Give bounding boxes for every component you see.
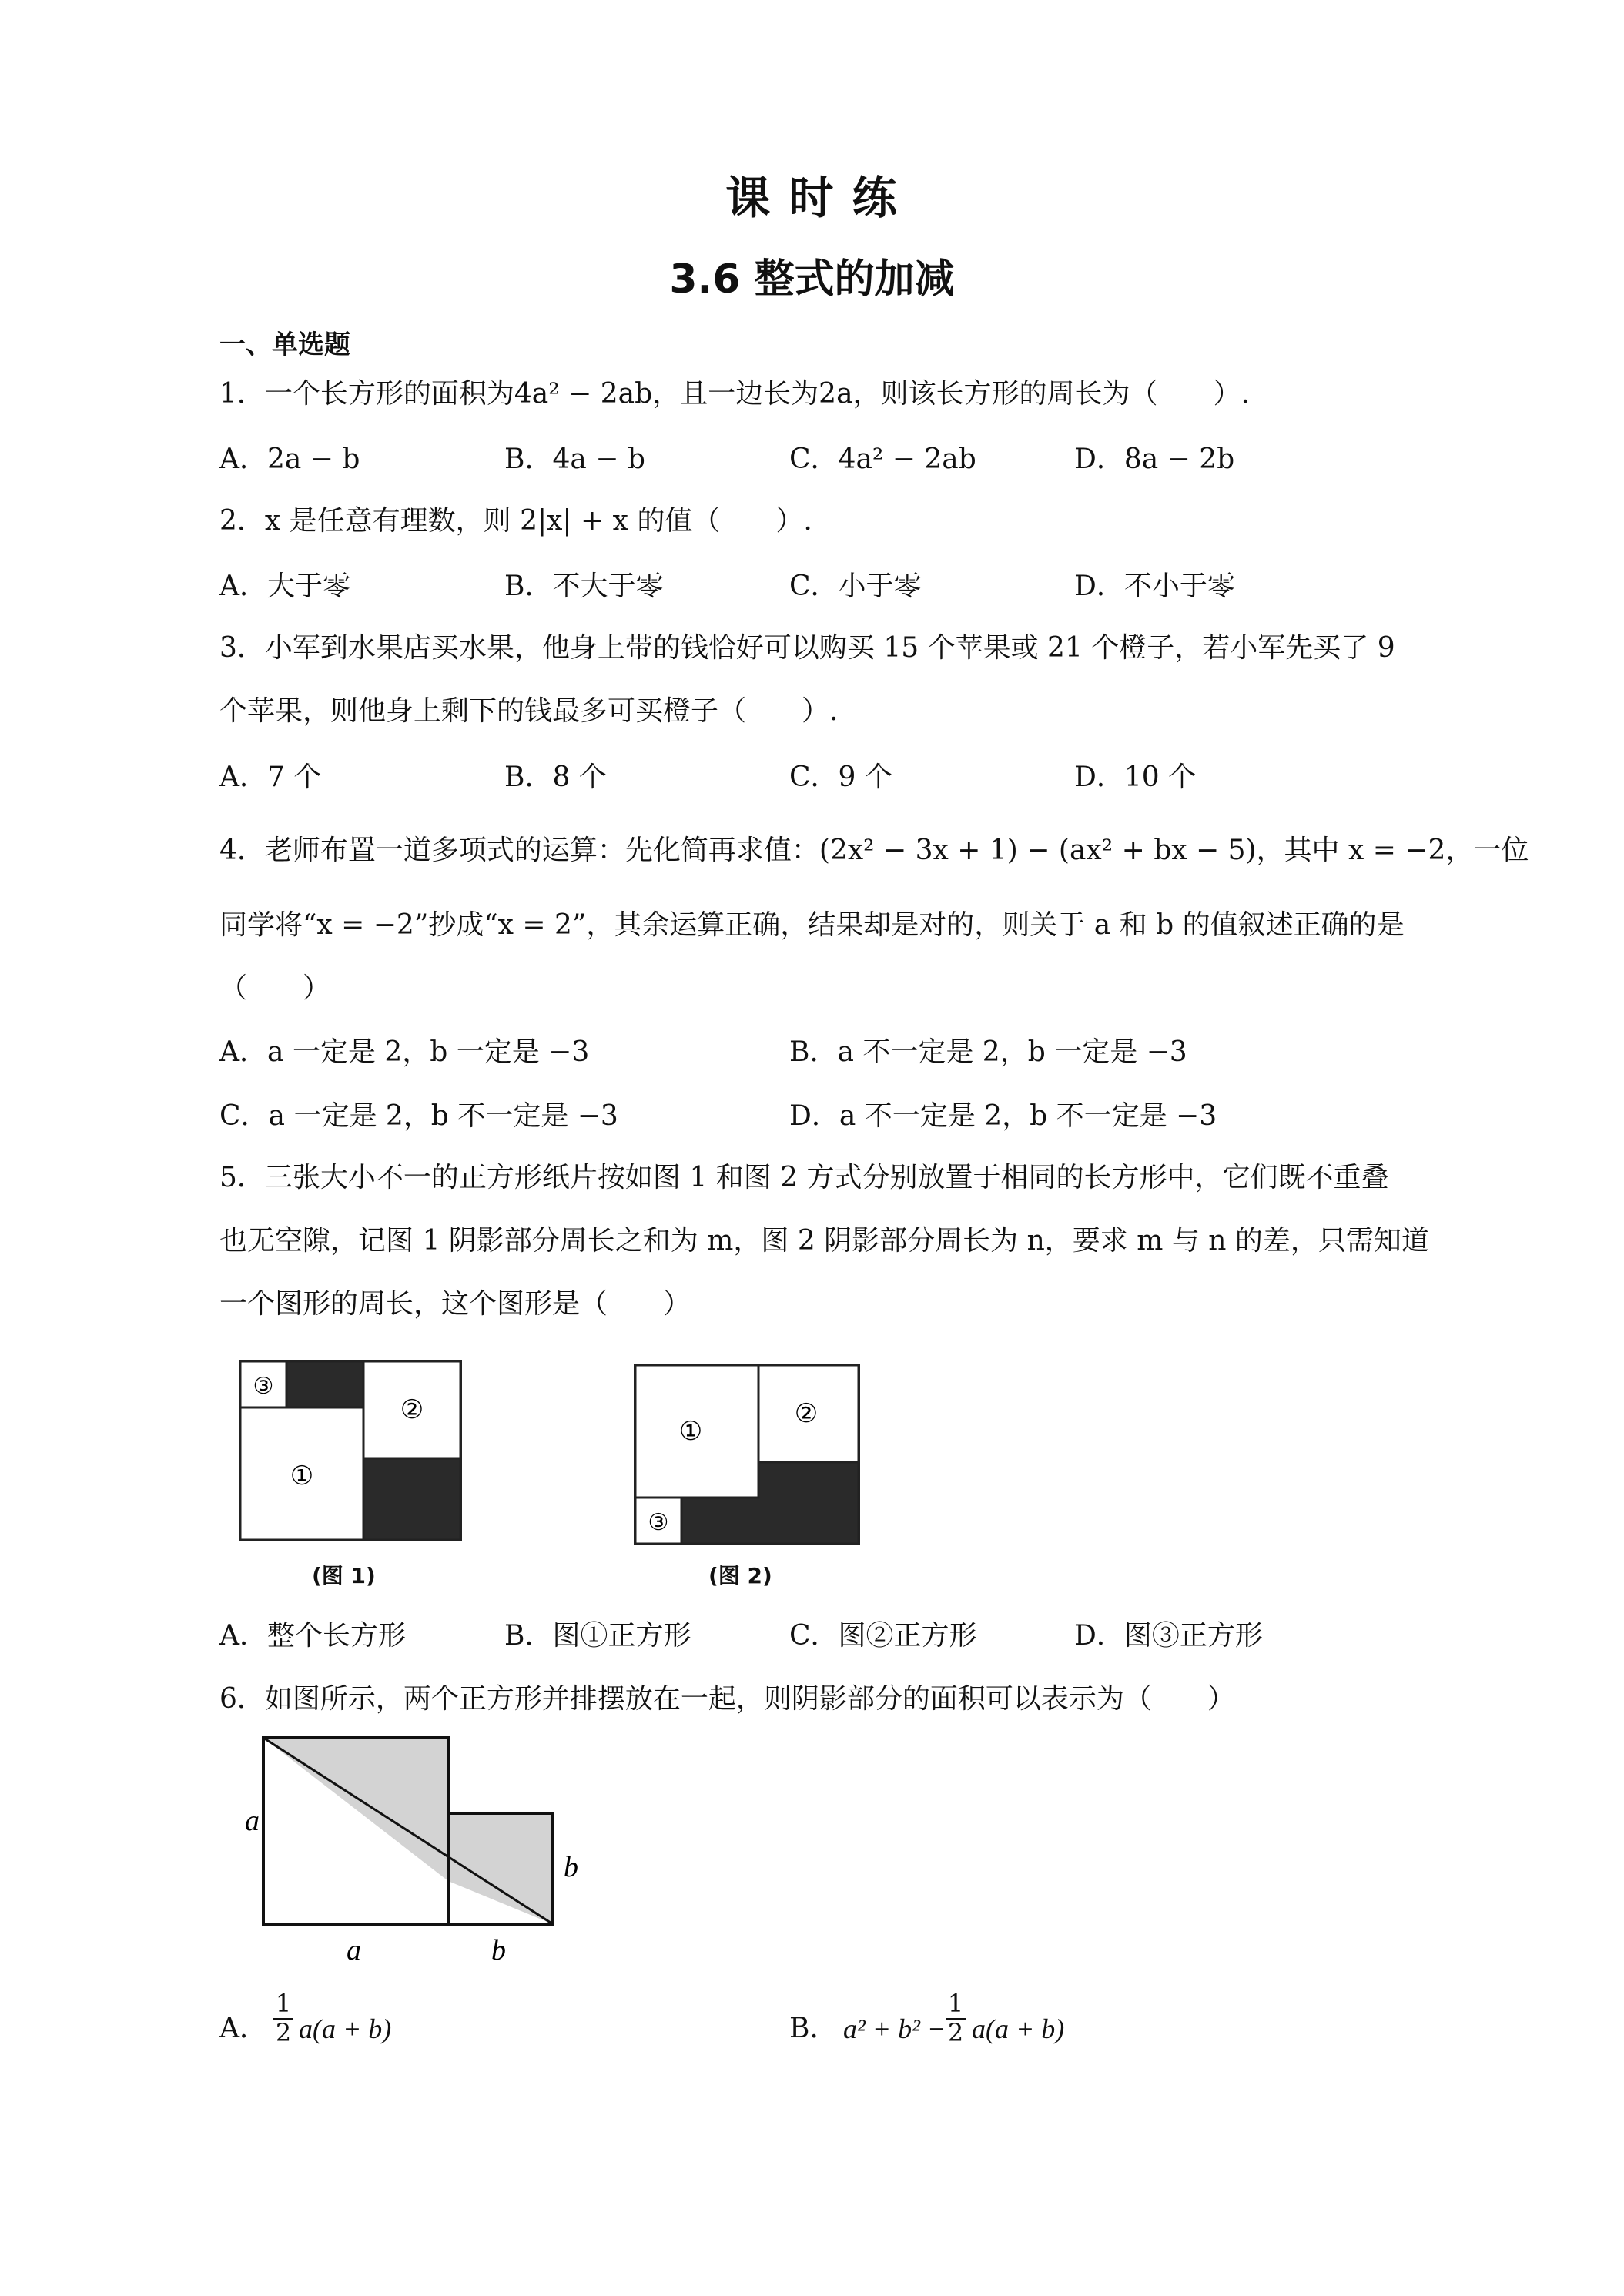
q3-option-c[interactable]: C．9 个	[789, 761, 892, 793]
q5-option-a[interactable]: A．整个长方形	[219, 1620, 406, 1652]
q2-option-a[interactable]: A．大于零	[219, 571, 350, 602]
fig1-label-2: ②	[400, 1396, 424, 1424]
q1-option-d[interactable]: D．8a − 2b	[1074, 443, 1235, 475]
q6-shade-top	[263, 1738, 448, 1881]
fig1-caption: (图 1)	[312, 1563, 376, 1588]
question-1-text: 1．一个长方形的面积为4a² − 2ab，且一边长为2a，则该长方形的周长为（ ）.	[219, 378, 1250, 410]
q2-option-d[interactable]: D．不小于零	[1074, 571, 1235, 602]
figure-1	[231, 1355, 477, 1586]
q6-label-b-bottom: b	[491, 1934, 506, 1966]
q4-option-b[interactable]: B．a 不一定是 2，b 一定是 −3	[789, 1036, 1187, 1068]
q1-option-c[interactable]: C．4a² − 2ab	[789, 443, 976, 475]
q4-option-d[interactable]: D．a 不一定是 2，b 不一定是 −3	[789, 1100, 1217, 1132]
fig1-label-1: ①	[290, 1462, 314, 1491]
fig1-label-3: ③	[253, 1374, 274, 1399]
question-2-text: 2．x 是任意有理数，则 2|x| + x 的值（ ）.	[219, 505, 812, 537]
q6-label-a-left: a	[245, 1805, 260, 1837]
q5-option-c[interactable]: C．图②正方形	[789, 1620, 977, 1652]
fig1-shade-top	[286, 1361, 363, 1407]
q6-option-b-head: a² + b² −	[843, 2013, 946, 2044]
q5-option-d[interactable]: D．图③正方形	[1074, 1620, 1263, 1652]
fig2-label-3: ③	[648, 1510, 669, 1535]
q6-option-b-frac-num: 1	[947, 1989, 964, 2018]
q6-option-a-prefix: A．	[219, 2013, 267, 2044]
q6-option-a-tail: a(a + b)	[299, 2013, 392, 2044]
fig2-label-1: ①	[678, 1417, 703, 1446]
section-heading: 一、单选题	[219, 330, 350, 360]
q6-option-a[interactable]	[219, 2012, 267, 2046]
q5-option-b[interactable]: B．图①正方形	[504, 1620, 691, 1652]
q2-option-c[interactable]: C．小于零	[789, 571, 922, 602]
q6-option-b-fraction	[946, 1990, 966, 2046]
question-6-text: 6．如图所示，两个正方形并排摆放在一起，则阴影部分的面积可以表示为（ ）	[219, 1683, 1235, 1715]
q6-option-b[interactable]	[789, 2012, 837, 2046]
q1-option-b[interactable]: B．4a − b	[504, 443, 645, 475]
question-3-line-1: 3．小军到水果店买水果，他身上带的钱恰好可以购买 15 个苹果或 21 个橙子，若小军先买了 9	[219, 632, 1395, 664]
q1-option-a[interactable]: A．2a − b	[219, 443, 360, 475]
q3-option-d[interactable]: D．10 个	[1074, 761, 1197, 793]
q6-label-a-bottom: a	[347, 1934, 361, 1966]
q6-option-b-prefix: B．	[789, 2013, 838, 2044]
question-5-line-1: 5．三张大小不一的正方形纸片按如图 1 和图 2 方式分别放置于相同的长方形中，它们既不重叠	[219, 1162, 1389, 1193]
lesson-title: 3.6 整式的加减	[669, 256, 955, 303]
q6-option-a-frac-den: 2	[273, 2018, 293, 2046]
q6-label-b-right: b	[564, 1851, 578, 1883]
question-5-line-2: 也无空隙，记图 1 阴影部分周长之和为 m，图 2 阴影部分周长为 n，要求 m 与 n 的差，只需知道	[219, 1225, 1429, 1257]
question-5-line-3: 一个图形的周长，这个图形是（ ）	[219, 1288, 691, 1320]
question-4-line-1: 4．老师布置一道多项式的运算：先化简再求值：(2x² − 3x + 1) − (ax² + bx − 5)，其中 x = −2，一位	[219, 835, 1529, 866]
fig2-label-2: ②	[794, 1400, 819, 1428]
q6-option-a-fraction	[273, 1990, 293, 2046]
figure-2	[628, 1359, 866, 1582]
question-4-line-3: （ ）	[219, 972, 331, 1004]
page-title: 课 时 练	[725, 172, 899, 224]
fig2-caption: (图 2)	[708, 1563, 772, 1588]
q2-option-b[interactable]: B．不大于零	[504, 571, 664, 602]
q4-option-a[interactable]: A．a 一定是 2，b 一定是 −3	[219, 1036, 590, 1068]
q6-option-a-frac-num: 1	[275, 1989, 292, 2018]
fig1-shade-bottom	[363, 1458, 460, 1540]
q3-option-b[interactable]: B．8 个	[504, 761, 607, 793]
figure-q6	[231, 1729, 601, 1975]
q4-option-c[interactable]: C．a 一定是 2，b 不一定是 −3	[219, 1100, 618, 1132]
q6-option-b-frac-den: 2	[946, 2018, 966, 2046]
q6-shade-right	[448, 1813, 553, 1924]
question-3-line-2: 个苹果，则他身上剩下的钱最多可买橙子（ ）.	[219, 695, 839, 727]
q3-option-a[interactable]: A．7 个	[219, 761, 322, 793]
question-4-line-2: 同学将“x = −2”抄成“x = 2”，其余运算正确，结果却是对的，则关于 a 和 b 的值叙述正确的是	[219, 909, 1405, 941]
q6-option-b-tail: a(a + b)	[972, 2013, 1065, 2044]
